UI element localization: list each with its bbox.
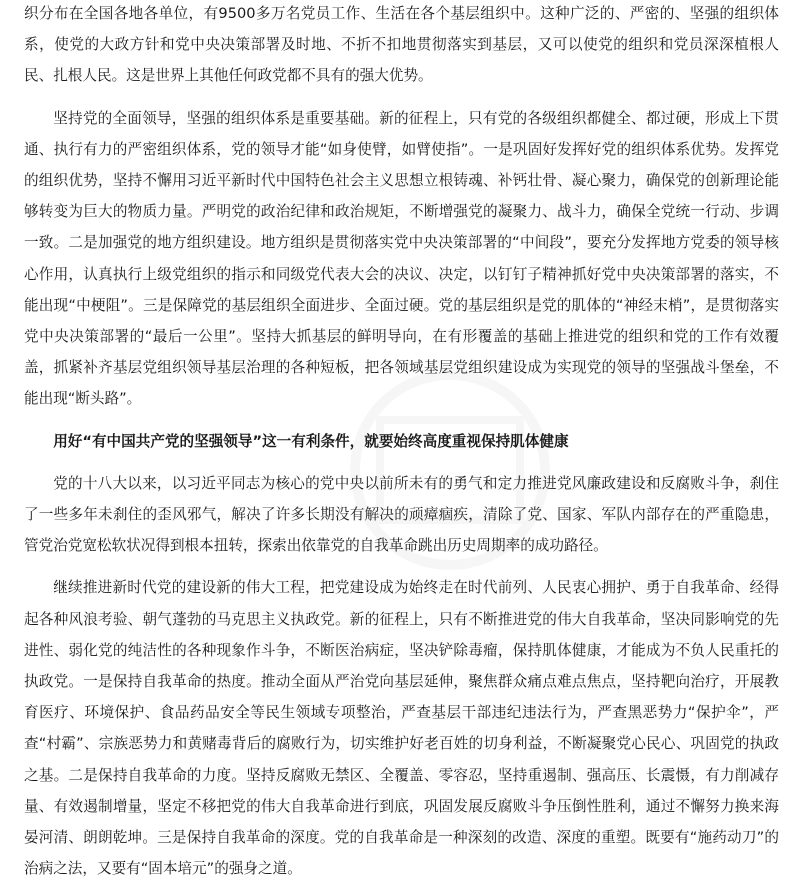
article-paragraph: 党的十八大以来，以习近平同志为核心的党中央以前所未有的勇气和定力推进党风廉政建设和反腐败斗争，刹住了一些多年未刹住的歪风邪气，解决了许多长期没有解决的顽瘴痼疾，清除了党、国家、军队内部存在的严重隐患，管党治党宽松软状况得到根本扭转，探索出依靠党的自我革命跳出历史周期率的成功路径。 (24, 474, 779, 555)
article-paragraph: 继续推进新时代党的建设新的伟大工程，把党建设成为始终走在时代前列、人民衷心拥护、勇于自我革命、经得起各种风浪考验、朝气蓬勃的马克思主义执政党。新的征程上，只有不断推进党的伟大自我革命，坚决同影响党的先进性、弱化党的纯洁性的各种现象作斗争，不断医治病症，坚决铲除毒瘤，保持肌体健康，才能成为不负人民重托的执政党。一是保持自我革命的热度。推动全面从严治党向基层延伸，聚焦群众痛点难点焦点，坚持靶向治疗，开展教育医疗、环境保护、食品药品安全等民生领域专项整治，严查基层干部违纪违法行为，严查黑恶势力“保护伞”，严查“村霸”、宗族恶势力和黄赌毒背后的腐败行为，切实维护好老百姓的切身利益，不断凝聚党心民心、巩固党的执政之基。二是保持自我革命的力度。坚持反腐败无禁区、全覆盖、零容忍，坚持重遏制、强高压、长震慑，有力削减存量、有效遏制增量，坚定不移把党的伟大自我革命进行到底，巩固发展反腐败斗争压倒性胜利，通过不懈努力换来海晏河清、朗朗乾坤。三是保持自我革命的深度。党的自我革命是一种深刻的改造、深度的重塑。既要有“施药动刀”的治病之法，又要有“固本培元”的强身之道。 (24, 579, 779, 878)
article-body (24, 0, 779, 884)
article-paragraph: 坚持党的全面领导，坚强的组织体系是重要基础。新的征程上，只有党的各级组织都健全、都过硬，形成上下贯通、执行有力的严密组织体系，党的领导才能“如身使臂，如臂使指”。一是巩固好发挥好党的组织体系优势。发挥党的组织优势，坚持不懈用习近平新时代中国特色社会主义思想立根铸魂、补钙壮骨、凝心聚力，确保党的创新理论能够转变为巨大的物质力量。严明党的政治纪律和政治规矩，不断增强党的凝聚力、战斗力，确保全党统一行动、步调一致。二是加强党的地方组织建设。地方组织是贯彻落实党中央决策部署的“中间段”，要充分发挥地方党委的领导核心作用，认真执行上级党组织的指示和同级党代表大会的决议、决定，以钉钉子精神抓好党中央决策部署的落实，不能出现“中梗阻”。三是保障党的基层组织全面进步、全面过硬。党的基层组织是党的肌体的“神经末梢”，是贯彻落实党中央决策部署的“最后一公里”。坚持大抓基层的鲜明导向，在有形覆盖的基础上推进党的组织和党的工作有效覆盖，抓紧补齐基层党组织领导基层治理的各种短板，把各领域基层党组织建设成为实现党的领导的坚强战斗堡垒，不能出现“断头路”。 (24, 109, 779, 408)
article-paragraph: 织分布在全国各地各单位，有9500多万名党员工作、生活在各个基层组织中。这种广泛的、严密的、坚强的组织体系，使党的大政方针和党中央决策部署及时地、不折不扣地贯彻落实到基层，又可以使党的组织和党员深深植根人民、扎根人民。这是世界上其他任何政党都不具有的强大优势。 (24, 5, 779, 85)
section-heading: 用好“有中国共产党的坚强领导”这一有利条件，就要始终高度重视保持肌体健康 (53, 432, 569, 450)
